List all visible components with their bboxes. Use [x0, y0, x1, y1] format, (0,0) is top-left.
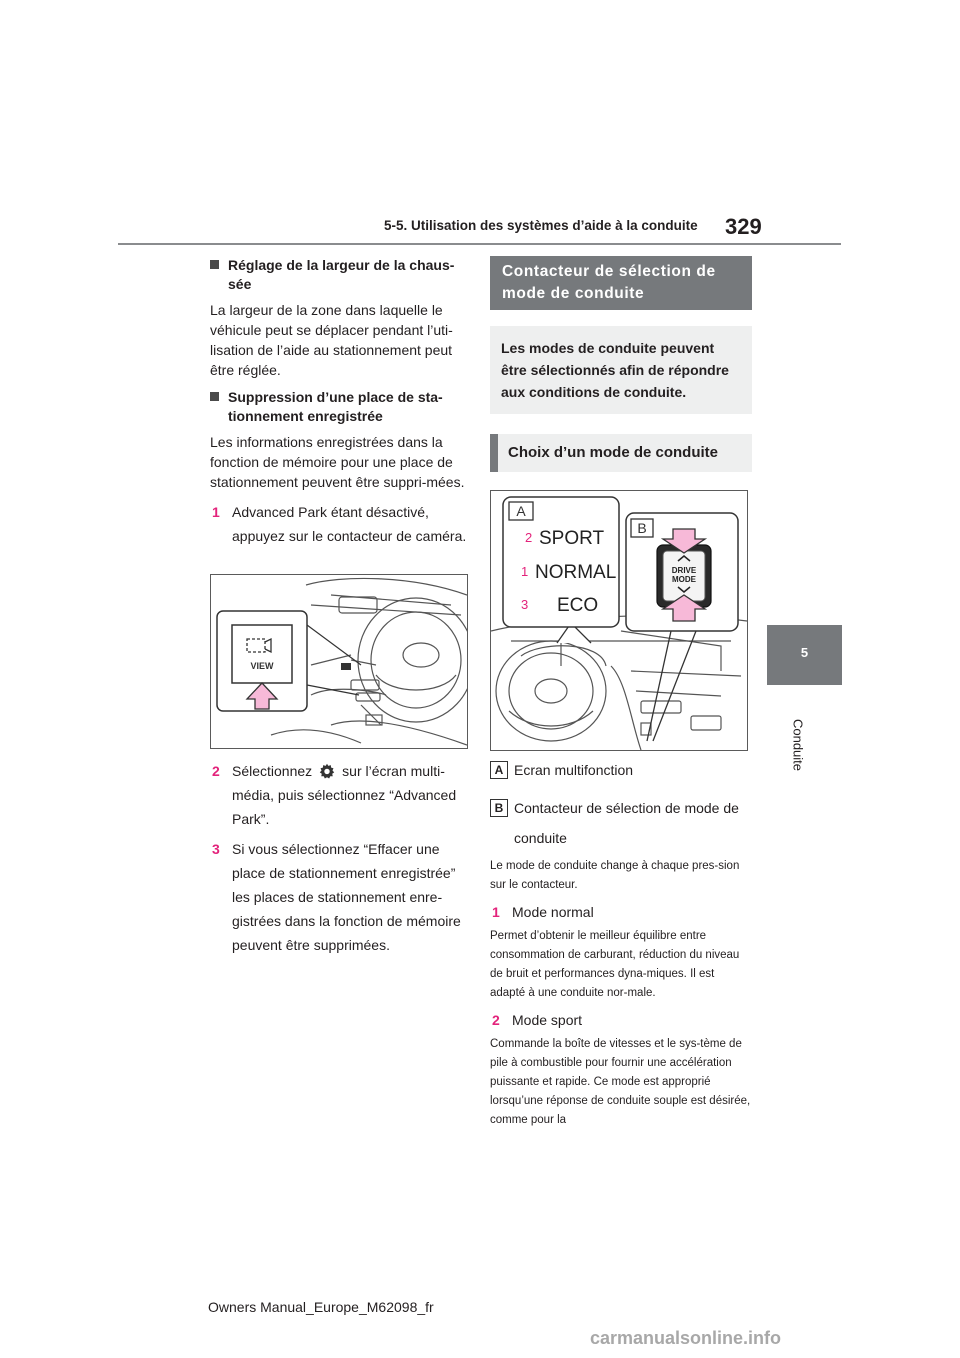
chapter-name-label: Conduite — [790, 718, 806, 772]
page-number: 329 — [725, 214, 762, 239]
bullet-road-width-text: La largeur de la zone dans laquelle le véhicule peut se déplacer pendant l’uti-lisation de l’aide au stationnement peut être réglée. — [210, 302, 453, 378]
mode-num-sport: 2 — [525, 530, 533, 545]
legend-a — [490, 759, 752, 781]
view-button-label: VIEW — [250, 661, 274, 671]
step-title: Mode sport — [512, 1012, 583, 1028]
header-rule — [118, 243, 841, 245]
mode-sport-text: Commande la boîte de vitesses et le sys-tème de pile à combustible pour fournir une accélération puissante et rapide. Ce mode est approprié lorsqu’une réponse de conduite souple est désirée, comme pour la — [490, 1038, 751, 1126]
chapter-name — [760, 700, 836, 790]
left-column — [210, 256, 468, 963]
mode-name-eco: ECO — [557, 595, 599, 616]
step-text-after: sur l’écran multi-média, puis sélectionnez “Advanced Park”. — [232, 763, 457, 827]
step-number: 2 — [492, 1012, 500, 1028]
step-number: 2 — [212, 763, 220, 779]
switch-text-drive: DRIVE — [671, 566, 697, 575]
right-column — [490, 256, 752, 1136]
footer-text: Owners Manual_Europe_M62098_fr — [208, 1299, 434, 1315]
mode-name-sport: SPORT — [539, 528, 605, 549]
intro-box: Les modes de conduite peuvent être sélectionnés afin de répondre aux conditions de conduite. — [490, 326, 752, 414]
step-title: Mode normal — [512, 904, 594, 920]
bullet-delete-parking-text: Les informations enregistrées dans la fonction de mémoire pour une place de stationnement peuvent être suppri-mées. — [210, 434, 465, 490]
mode-num-eco: 3 — [521, 597, 529, 612]
step-3 — [210, 837, 468, 957]
gear-icon — [318, 762, 336, 780]
square-bullet-icon — [210, 260, 219, 269]
figure-camera-switch — [210, 574, 468, 749]
main-heading: Contacteur de sélection de mode de conduite — [490, 256, 752, 310]
section-title: 5-5. Utilisation des systèmes d’aide à la conduite — [384, 218, 698, 233]
switch-text-mode: MODE — [672, 575, 696, 584]
mode-name-normal: NORMAL — [535, 562, 617, 583]
bullet-delete-parking-title: Suppression d’une place de sta-tionnement enregistrée — [228, 389, 443, 424]
dashboard-illustration — [211, 575, 467, 748]
sub-heading: Choix d’un mode de conduite — [490, 434, 752, 472]
legend-b — [490, 793, 752, 853]
bullet-road-width — [210, 256, 468, 294]
step-number: 1 — [492, 904, 500, 920]
figure-label-b: B — [637, 520, 647, 536]
step-text: Advanced Park étant désactivé, appuyez sur le contacteur de caméra. — [232, 504, 467, 544]
drive-mode-illustration — [491, 491, 747, 750]
note-text: Le mode de conduite change à chaque pres-sion sur le contacteur. — [490, 860, 740, 891]
square-bullet-icon — [210, 392, 219, 401]
step-1 — [210, 500, 468, 548]
mode-sport-step — [490, 1009, 752, 1031]
legend-b-text: Contacteur de sélection de mode de conduite — [514, 800, 739, 846]
step-text: Si vous sélectionnez “Effacer une place de stationnement enregistrée” les places de stationnement enre-gistrées dans la fonction de mémoire peuvent être supprimées. — [232, 841, 461, 953]
step-number: 1 — [212, 504, 220, 520]
bullet-road-width-title: Réglage de la largeur de la chaus-sée — [228, 257, 455, 292]
mode-num-normal: 1 — [521, 564, 529, 579]
step-text-before: Sélectionnez — [232, 763, 313, 779]
legend-a-text: Ecran multifonction — [514, 762, 634, 778]
mode-normal-text: Permet d’obtenir le meilleur équilibre entre consommation de carburant, réduction du niveau de bruit et performances dyna-miques. Il est adapté à une conduite nor-male. — [490, 930, 740, 999]
chapter-tab: 5 — [767, 625, 842, 685]
legend-a-box: A — [490, 761, 508, 779]
bullet-delete-parking — [210, 388, 468, 426]
figure-label-a: A — [516, 503, 526, 519]
mode-normal-step — [490, 901, 752, 923]
step-number: 3 — [212, 841, 220, 857]
figure-drive-mode — [490, 490, 748, 751]
watermark: carmanualsonline.info — [590, 1328, 782, 1348]
legend-b-box: B — [490, 799, 508, 817]
step-2 — [210, 759, 468, 831]
